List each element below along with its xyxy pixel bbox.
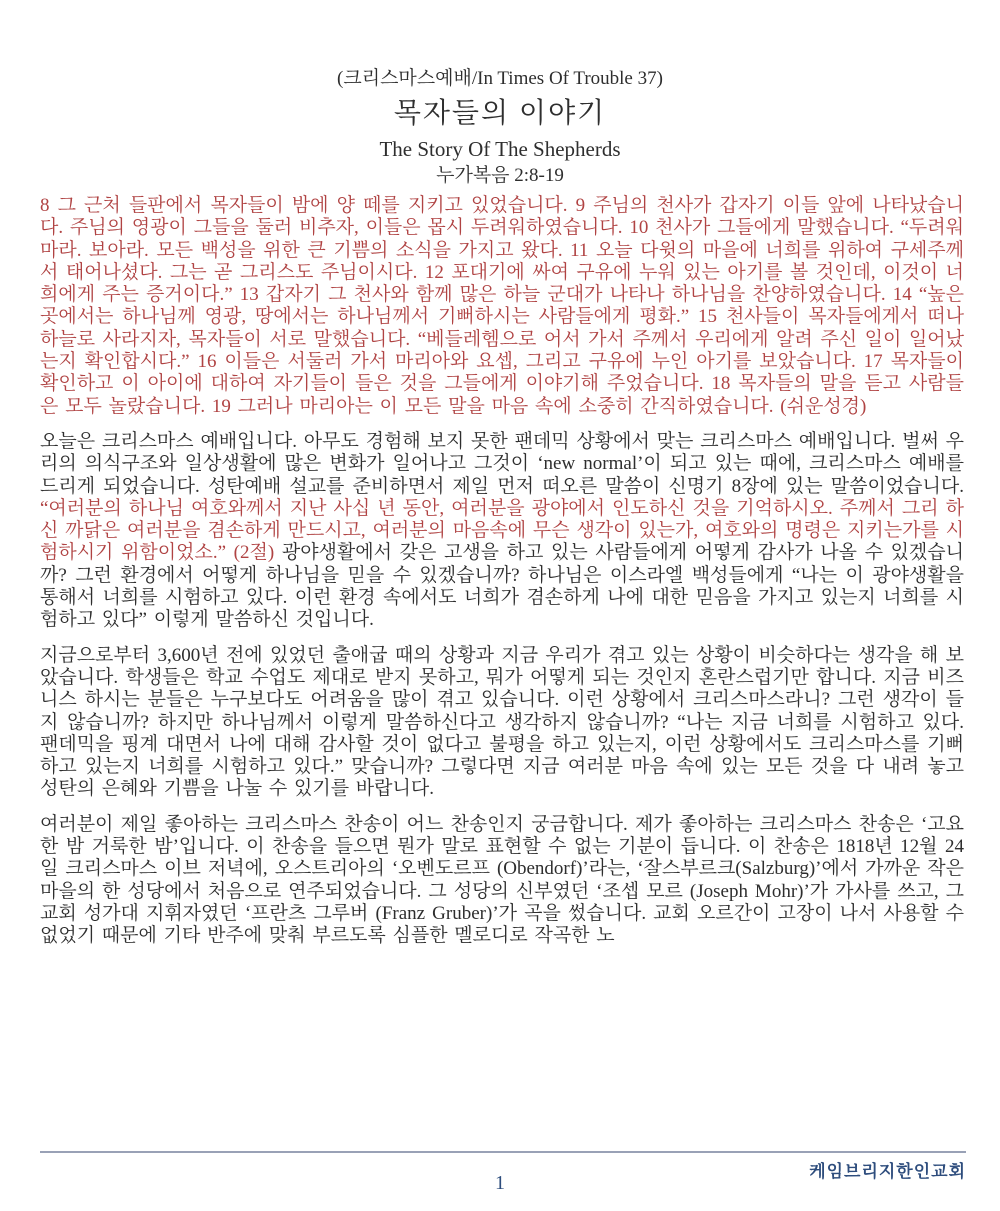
- scripture-passage-paragraph: [40, 195, 964, 418]
- scripture-reference: 누가복음 2:8-19: [436, 165, 564, 186]
- page-title: 목자들의 이야기: [393, 98, 607, 129]
- body-paragraph-1: [40, 431, 964, 632]
- series-line: (크리스마스예배/In Times Of Trouble 37): [337, 68, 663, 89]
- paragraph-1-quote-deuteronomy: “여러분의 하나님 여호와께서 지난 사십 년 동안, 여러분을 광야에서 인도하신 것을 기억하시오. 주께서 그리 하신 까닭은 여러분을 겸손하게 만드시고, 여러분의 마음속에 무슨 생각이 있는가, 여호와의 명령은 지키는가를 시험하시기 위함이었소.” (2절): [40, 497, 964, 564]
- body-paragraph-2: [40, 645, 964, 801]
- church-name: 케임브리지한인교회: [809, 1162, 966, 1181]
- page-number: 1: [495, 1172, 505, 1194]
- body-paragraph-3: [40, 814, 964, 948]
- document-body: [40, 195, 964, 948]
- page-subtitle: The Story Of The Shepherds: [379, 137, 621, 161]
- scripture-passage-text: 8 그 근처 들판에서 목자들이 밤에 양 떼를 지키고 있었습니다. 9 주님의 천사가 갑자기 이들 앞에 나타났습니다. 주님의 영광이 그들을 둘러 비추자, 이들은 몹시 두려워하였습니다. 10 천사가 그들에게 말했습니다. “두려워 마라. 보아라. 모든 백성을 위한 큰 기쁨의 소식을 가지고 왔다. 11 오늘 다윗의 마을에 너희를 위하여 구세주께서 태어나셨다. 그는 곧 그리스도 주님이시다. 12 포대기에 싸여 구유에 누워 있는 아기를 볼 것인데, 이것이 너희에게 주는 증거이다.” 13 갑자기 그 천사와 함께 많은 하늘 군대가 나타나 하나님을 찬양하였습니다. 14 “높은 곳에서는 하나님께 영광, 땅에서는 하나님께서 기뻐하시는 사람들에게 평화.” 15 천사들이 목자들에게서 떠나 하늘로 사라지자, 목자들이 서로 말했습니다. “베들레헴으로 어서 가서 주께서 우리에게 알려 주신 일이 일어났는지 확인합시다.” 16 이들은 서둘러 가서 마리아와 요셉, 그리고 구유에 누인 아기를 보았습니다. 17 목자들이 확인하고 이 아이에 대하여 자기들이 들은 것을 그들에게 이야기해 주었습니다. 18 목자들의 말을 듣고 사람들은 모두 놀랐습니다. 19 그러나 마리아는 이 모든 말을 마음 속에 소중히 간직하였습니다. (쉬운성경): [40, 195, 964, 417]
- paragraph-3-text: 여러분이 제일 좋아하는 크리스마스 찬송이 어느 찬송인지 궁금합니다. 제가 좋아하는 크리스마스 찬송은 ‘고요한 밤 거룩한 밤’입니다. 이 찬송을 들으면 뭔가 말로 표현할 수 없는 기분이 듭니다. 이 찬송은 1818년 12월 24일 크리스마스 이브 저녁에, 오스트리아의 ‘오벤도르프 (Obendorf)’라는, ‘잘스부르크(Salzburg)’에서 가까운 작은 마을의 한 성당에서 처음으로 연주되었습니다. 그 성당의 신부였던 ‘조셉 모르 (Joseph Mohr)’가 가사를 쓰고, 그 교회 성가대 지휘자였던 ‘프란츠 그루버 (Franz Gruber)’가 곡을 썼습니다. 교회 오르간이 고장이 나서 사용할 수 없었기 때문에 기타 반주에 맞춰 부르도록 심플한 멜로디로 작곡한 노: [40, 813, 964, 947]
- paragraph-1-text-lead: 오늘은 크리스마스 예배입니다. 아무도 경험해 보지 못한 팬데믹 상황에서 맞는 크리스마스 예배입니다. 벌써 우리의 의식구조와 일상생활에 많은 변화가 일어나고 그것이 ‘new normal’이 되고 있는 때에, 크리스마스 예배를 드리게 되었습니다. 성탄예배 설교를 준비하면서 제일 먼저 떠오른 말씀이 신명기 8장에 있는 말씀이었습니다.: [40, 430, 964, 497]
- footer-divider-line: [40, 1151, 966, 1153]
- paragraph-2-text: 지금으로부터 3,600년 전에 있었던 출애굽 때의 상황과 지금 우리가 겪고 있는 상황이 비슷하다는 생각을 해 보았습니다. 학생들은 학교 수업도 제대로 받지 못하고, 뭐가 어떻게 되는 것인지 혼란스럽기만 합니다. 지금 비즈니스 하시는 분들은 누구보다도 어려움을 많이 겪고 있습니다. 이런 상황에서 크리스마스라니? 그런 생각이 들지 않습니까? 하지만 하나님께서 이렇게 말씀하신다고 생각하지 않습니까? “나는 지금 너희를 시험하고 있다. 팬데믹을 핑계 대면서 나에 대해 감사할 것이 없다고 불평을 하고 있는지, 이런 상황에서도 크리스마스를 기뻐하고 있는지 너희를 시험하고 있다.” 맞습니까? 그렇다면 지금 여러분 마음 속에 있는 모든 것을 다 내려 놓고 성탄의 은혜와 기쁨을 나눌 수 있기를 바랍니다.: [40, 644, 964, 800]
- document-header: [0, 0, 1000, 187]
- paragraph-1-text-tail: 광야생활에서 갖은 고생을 하고 있는 사람들에게 어떻게 감사가 나올 수 있겠습니까? 그런 환경에서 어떻게 하나님을 믿을 수 있겠습니까? 하나님은 이스라엘 백성들에게 “나는 이 광야생활을 통해서 너희를 시험하고 있다. 이런 환경 속에서도 너희가 겸손하게 나에 대한 믿음을 가지고 있는지 너희를 시험하고 있다” 이렇게 말씀하신 것입니다.: [40, 542, 964, 631]
